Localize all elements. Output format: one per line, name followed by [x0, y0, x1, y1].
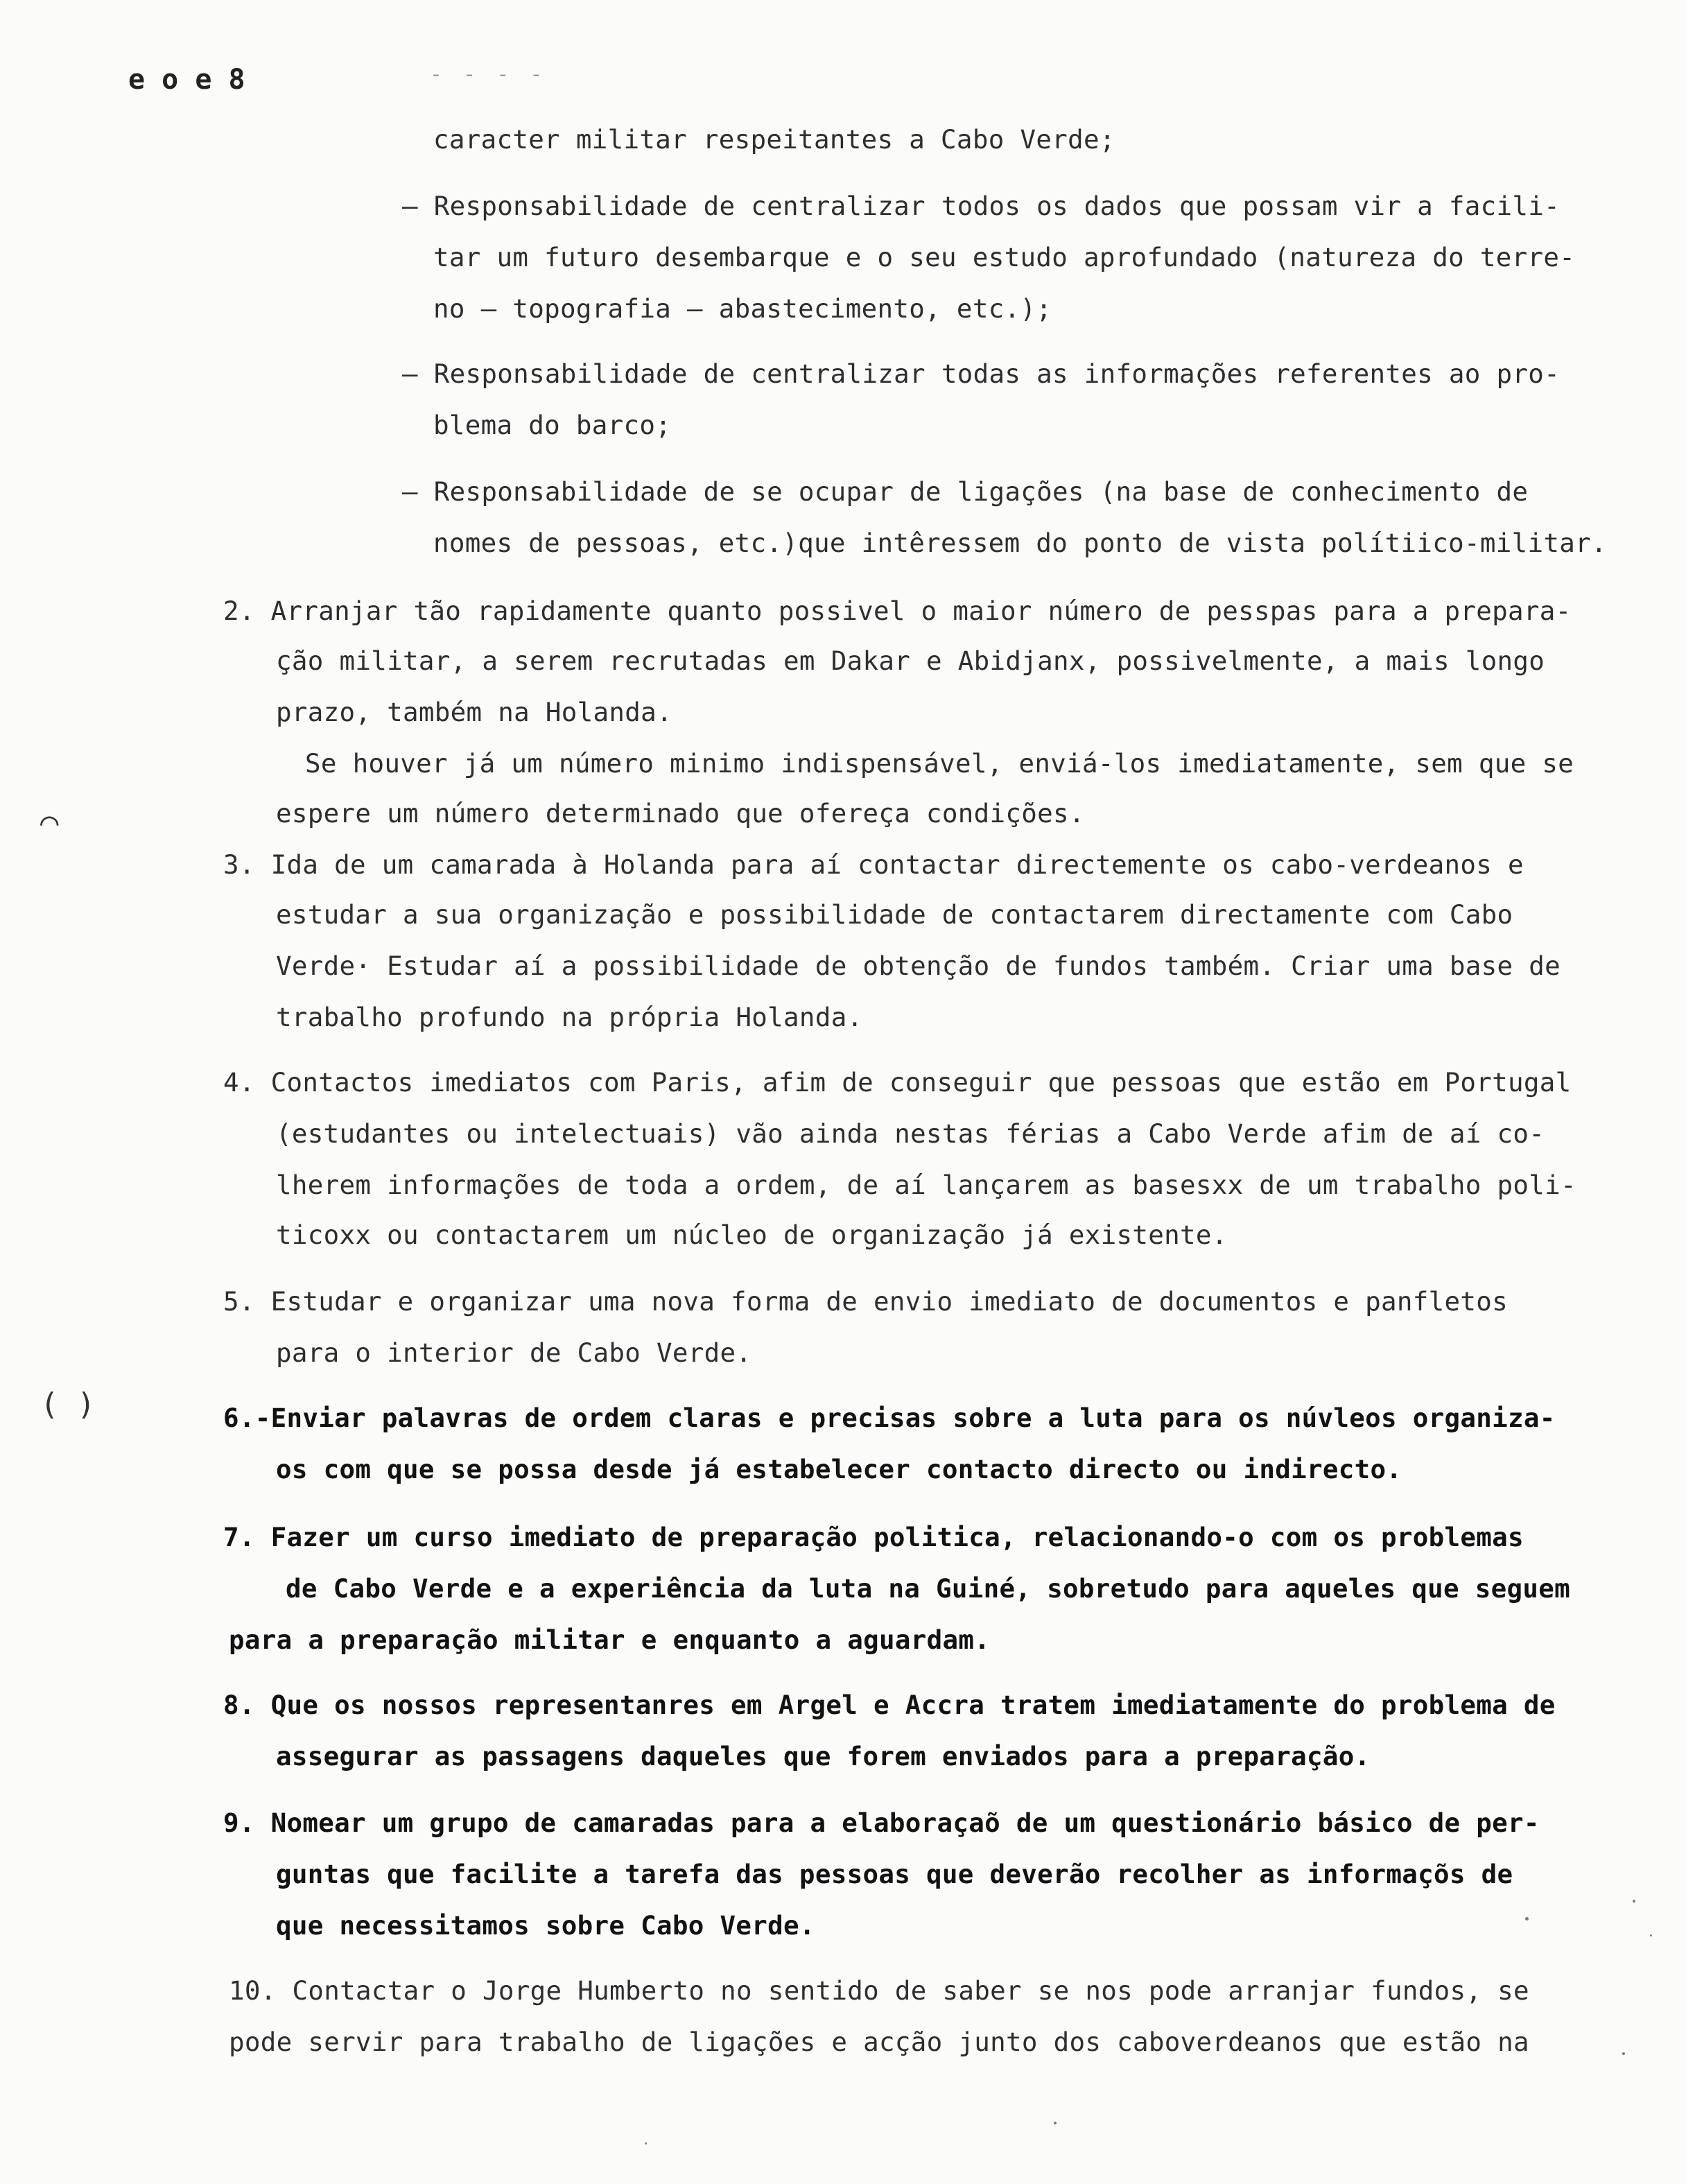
text-line: blema do barco;	[433, 410, 672, 440]
text-line: – Responsabilidade de se ocupar de ligações (na base de conhecimento de	[402, 476, 1529, 507]
text-line: – Responsabilidade de centralizar todos os dados que possam vir a facili-	[402, 191, 1561, 221]
text-line: (estudantes ou intelectuais) vão ainda nestas férias a Cabo Verde afim de aí co-	[276, 1118, 1545, 1149]
text-line: Se houver já um número minimo indispensável, enviá-los imediatamente, sem que se	[305, 748, 1574, 779]
binder-hole-mark: ⌒	[40, 804, 59, 840]
scan-speck	[1633, 1900, 1635, 1903]
text-line: 6.-Enviar palavras de ordem claras e precisas sobre a luta para os núvleos organiza-	[223, 1403, 1556, 1433]
text-line: 3. Ida de um camarada à Holanda para aí contactar directemente os cabo-verdeanos e	[223, 849, 1524, 880]
text-line: para o interior de Cabo Verde.	[276, 1337, 752, 1368]
text-line: 10. Contactar o Jorge Humberto no sentido de saber se nos pode arranjar fundos, se	[229, 1975, 1529, 2006]
text-line: de Cabo Verde e a experiência da luta na Guiné, sobretudo para aqueles que seguem	[286, 1573, 1571, 1604]
text-line: prazo, também na Holanda.	[276, 697, 672, 727]
text-line: ticoxx ou contactarem um núcleo de organização já existente.	[276, 1220, 1228, 1250]
text-line: nomes de pessoas, etc.)que intêressem do ponto de vista polítiico-militar.	[433, 528, 1607, 558]
text-line: tar um futuro desembarque e o seu estudo aprofundado (natureza do terre-	[433, 242, 1576, 272]
text-line: 2. Arranjar tão rapidamente quanto possivel o maior número de pesspas para a prepara-	[223, 596, 1572, 626]
text-line: 5. Estudar e organizar uma nova forma de envio imediato de documentos e panfletos	[223, 1286, 1509, 1317]
page-corner-marks: e o e 8	[128, 64, 245, 96]
text-line: 7. Fazer um curso imediato de preparação politica, relacionando-o com os problemas	[223, 1522, 1524, 1552]
faint-header-text: - - - -	[430, 62, 547, 87]
text-line: para a preparação militar e enquanto a aguardam.	[229, 1624, 991, 1655]
text-line: caracter militar respeitantes a Cabo Verde;	[433, 124, 1115, 155]
text-line: pode servir para trabalho de ligações e acção junto dos caboverdeanos que estão na	[229, 2027, 1529, 2057]
scan-speck	[1054, 2122, 1057, 2124]
scan-speck	[1525, 1917, 1529, 1921]
text-line: assegurar as passagens daqueles que forem enviados para a preparação.	[276, 1741, 1371, 1771]
text-line: guntas que facilite a tarefa das pessoas que deverão recolher as informaçõs de	[276, 1859, 1513, 1889]
text-line: estudar a sua organização e possibilidade de contactarem directamente com Cabo	[276, 899, 1513, 930]
scan-speck	[645, 2142, 647, 2144]
text-line: lherem informações de toda a ordem, de aí lançarem as basesxx de um trabalho poli-	[276, 1170, 1576, 1200]
scan-speck	[1622, 2052, 1625, 2055]
text-line: os com que se possa desde já estabelecer contacto directo ou indirecto.	[276, 1454, 1402, 1484]
binder-hole-mark: ( )	[40, 1387, 96, 1422]
text-line: 9. Nomear um grupo de camaradas para a elaboraçaõ de um questionário básico de per-	[223, 1808, 1540, 1838]
text-line: – Responsabilidade de centralizar todas as informações referentes ao pro-	[402, 358, 1561, 389]
scan-speck	[1650, 1934, 1652, 1936]
text-line: ção militar, a serem recrutadas em Dakar e Abidjanx, possivelmente, a mais longo	[276, 645, 1545, 676]
text-line: espere um número determinado que ofereça condições.	[276, 798, 1085, 829]
text-line: 4. Contactos imediatos com Paris, afim de conseguir que pessoas que estão em Portugal	[223, 1067, 1572, 1098]
text-line: Verde· Estudar aí a possibilidade de obtenção de fundos também. Criar uma base de	[276, 951, 1561, 981]
text-line: no – topografia – abastecimento, etc.);	[433, 293, 1052, 324]
text-line: trabalho profundo na própria Holanda.	[276, 1002, 863, 1032]
text-line: 8. Que os nossos representanres em Argel e Accra tratem imediatamente do problema de	[223, 1690, 1556, 1720]
text-line: que necessitamos sobre Cabo Verde.	[276, 1910, 815, 1941]
